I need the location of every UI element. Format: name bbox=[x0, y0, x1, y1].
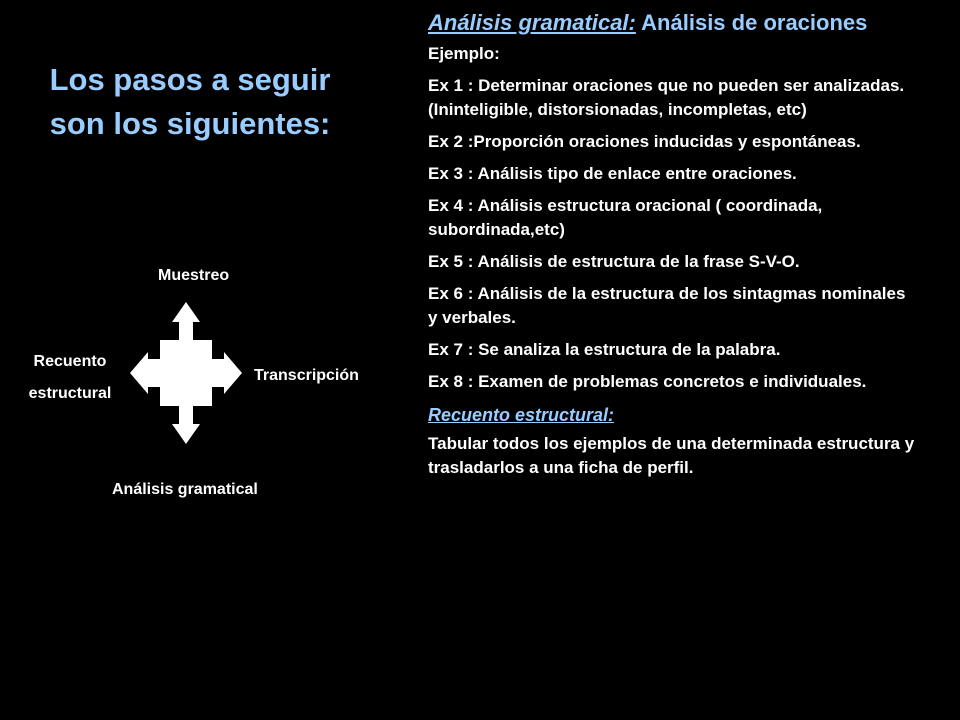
diagram-label-muestreo: Muestreo bbox=[158, 267, 230, 284]
four-way-arrow-icon bbox=[130, 302, 242, 444]
example-item-5: Ex 5 : Análisis de estructura de la frase S-V-O. bbox=[428, 252, 800, 271]
intro-text: Ejemplo: bbox=[428, 44, 500, 63]
diagram-label-transcripcion: Transcripción bbox=[254, 367, 359, 384]
diagram-label-recuento-estructural: Recuento estructural bbox=[28, 353, 112, 402]
four-way-arrow-shape bbox=[130, 302, 242, 444]
example-item-4: Ex 4 : Análisis estructura oracional ( coordinada, subordinada,etc) bbox=[428, 196, 823, 239]
example-item-7: Ex 7 : Se analiza la estructura de la palabra. bbox=[428, 340, 781, 359]
section-heading-analisis bbox=[428, 8, 918, 38]
heading-subtitle: Análisis de oraciones bbox=[635, 10, 868, 35]
content-column bbox=[428, 8, 918, 488]
heading-link-analisis-gramatical[interactable]: Análisis gramatical: bbox=[428, 10, 636, 35]
example-item-2: Ex 2 :Proporción oraciones inducidas y espontáneas. bbox=[428, 132, 861, 151]
example-item-6: Ex 6 : Análisis de la estructura de los sintagmas nominales y verbales. bbox=[428, 284, 906, 327]
heading-link-recuento-estructural[interactable]: Recuento estructural: bbox=[428, 405, 615, 425]
slide-title: Los pasos a seguir son los siguientes: bbox=[49, 62, 331, 141]
example-item-3: Ex 3 : Análisis tipo de enlace entre oraciones. bbox=[428, 164, 797, 183]
example-item-1: Ex 1 : Determinar oraciones que no pueden ser analizadas. (Ininteligible, distorsionadas, incompletas, etc) bbox=[428, 76, 905, 119]
recuento-description: Tabular todos los ejemplos de una determinada estructura y trasladarlos a una ficha de perfil. bbox=[428, 434, 915, 477]
example-item-8: Ex 8 : Examen de problemas concretos e individuales. bbox=[428, 372, 867, 391]
diagram-label-analisis-gramatical: Análisis gramatical bbox=[112, 481, 258, 498]
